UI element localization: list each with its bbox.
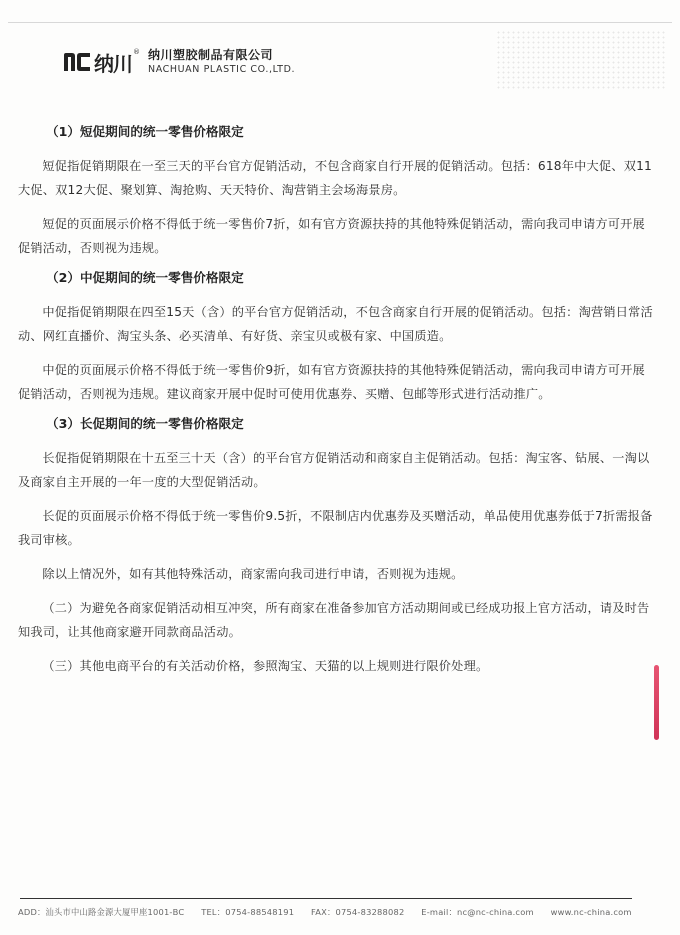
section-heading: （2）中促期间的统一零售价格限定 [46,270,244,285]
document-body [18,120,654,678]
letterhead [62,44,295,80]
footer-contact [18,906,658,918]
footer-address: ADD：汕头市中山路金源大厦甲座1001-BC [18,907,185,917]
body-paragraph: （二）为避免各商家促销活动相互冲突，所有商家在准备参加官方活动期间或已经成功报上官方活动，请及时告知我司，让其他商家避开同款商品活动。 [18,601,650,639]
footer-fax: FAX：0754-83288082 [311,907,405,917]
body-paragraph: 短促指促销期限在一至三天的平台官方促销活动，不包含商家自行开展的促销活动。包括：618年中大促、双11大促、双12大促、聚划算、淘抢购、天天特价、淘营销主会场海景房。 [18,159,652,197]
registered-mark: ® [133,48,140,56]
body-paragraph: 短促的页面展示价格不得低于统一零售价7折，如有官方资源扶持的其他特殊促销活动，需向我司申请方可开展促销活动，否则视为违规。 [18,217,645,255]
company-name-en: NACHUAN PLASTIC CO.,LTD. [148,64,296,75]
body-paragraph: （三）其他电商平台的有关活动价格，参照淘宝、天猫的以上规则进行限价处理。 [42,659,489,673]
nc-logo-icon [62,51,92,73]
top-divider [8,22,672,23]
body-paragraph: 长促指促销期限在十五至三十天（含）的平台官方促销活动和商家自主促销活动。包括：淘宝客、钻展、一淘以及商家自主开展的一年一度的大型促销活动。 [18,451,650,489]
company-logo [62,46,140,78]
footer-tel: TEL：0754-88548191 [201,907,295,917]
footer-divider [20,898,632,899]
company-name-block [148,48,295,76]
footer-email: E-mail：nc@nc-china.com [421,907,534,917]
company-name-cn: 纳川塑胶制品有限公司 [148,48,274,62]
footer-web: www.nc-china.com [550,907,632,917]
red-ink-mark [654,665,659,740]
body-paragraph: 中促的页面展示价格不得低于统一零售价9折，如有官方资源扶持的其他特殊促销活动，需向我司申请方可开展促销活动，否则视为违规。建议商家开展中促时可使用优惠券、买赠、包邮等形式进行活动推广。 [18,363,645,401]
section-heading: （3）长促期间的统一零售价格限定 [46,416,244,431]
dot-pattern-decoration [496,30,666,90]
body-paragraph: 除以上情况外，如有其他特殊活动，商家需向我司进行申请，否则视为违规。 [42,567,464,581]
section-heading: （1）短促期间的统一零售价格限定 [46,124,244,139]
body-paragraph: 长促的页面展示价格不得低于统一零售价9.5折，不限制店内优惠券及买赠活动，单品使用优惠券低于7折需报备我司审核。 [18,509,653,547]
body-paragraph: 中促指促销期限在四至15天（含）的平台官方促销活动，不包含商家自行开展的促销活动。包括：淘营销日常活动、网红直播价、淘宝头条、必买清单、有好货、亲宝贝或极有家、中国质造。 [18,305,653,343]
logo-text: 纳川 [94,51,132,76]
